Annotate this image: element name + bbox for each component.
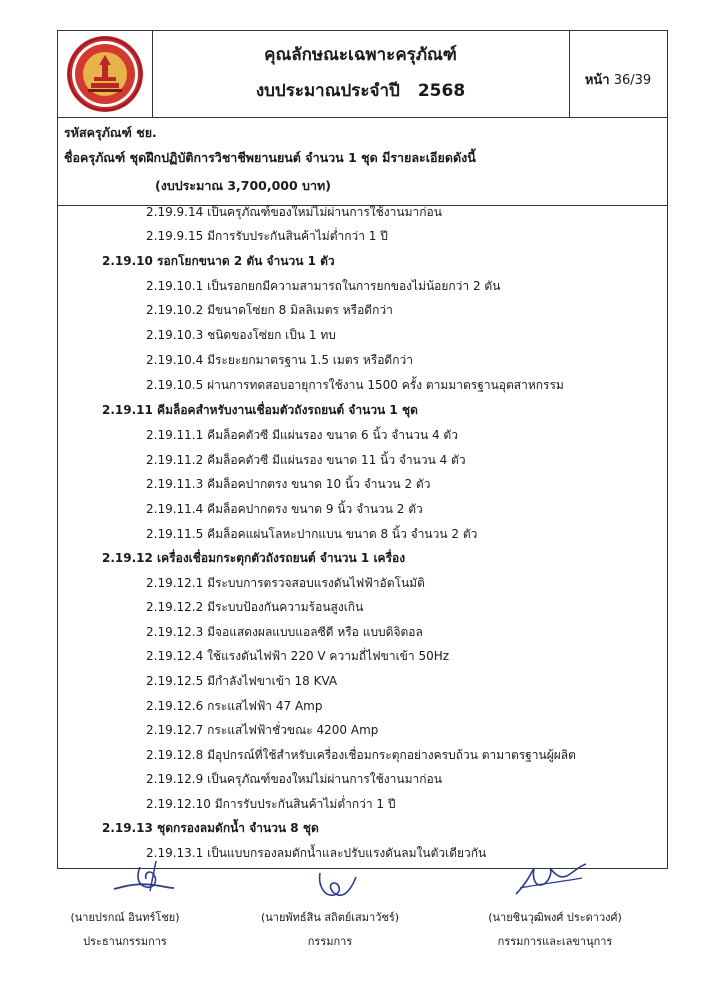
spec-line: 2.19.12.10 มีการรับประกันสินค้าไม่ต่ำกว่า 1 ปี — [146, 797, 396, 811]
item-code: รหัสครุภัณฑ์ ชย. — [64, 125, 157, 140]
spec-line: 2.19.11.2 คีมล็อคตัวซี มีแผ่นรอง ขนาด 11 นิ้ว จำนวน 4 ตัว — [146, 453, 466, 467]
signature-block-chair — [60, 908, 190, 950]
spec-line: 2.19.12.5 มีกำลังไฟขาเข้า 18 KVA — [146, 674, 338, 688]
spec-line: 2.19.12.3 มีจอแสดงผลแบบแอลซีดี หรือ แบบดิจิตอล — [146, 625, 423, 639]
spec-line: 2.19.11.5 คีมล็อคแผ่นโลหะปากแบน ขนาด 8 นิ้ว จำนวน 2 ตัว — [146, 527, 478, 541]
spec-line: 2.19.9.14 เป็นครุภัณฑ์ของใหม่ไม่ผ่านการใช้งานมาก่อน — [146, 205, 442, 219]
spec-line: 2.19.10.3 ชนิดของโซ่ยก เป็น 1 ทบ — [146, 328, 336, 342]
spec-line: 2.19.9.15 มีการรับประกันสินค้าไม่ต่ำกว่า 1 ปี — [146, 229, 388, 243]
spec-line: 2.19.10.1 เป็นรอกยกมีความสามารถในการยกของไม่น้อยกว่า 2 ตัน — [146, 279, 501, 293]
item-name: ชื่อครุภัณฑ์ ชุดฝึกปฏิบัติการวิชาชีพยานยนต์ จำนวน 1 ชุด มีรายละเอียดดังนี้ — [64, 150, 476, 165]
signature-role: กรรมการ — [307, 935, 353, 948]
spec-line: 2.19.12.8 มีอุปกรณ์ที่ใช้สำหรับเครื่องเชื่อมกระตุกอย่างครบถ้วน ตามาตรฐานผู้ผลิต — [146, 748, 576, 762]
page-value: 36/39 — [613, 73, 652, 88]
signature-role: ประธานกรรมการ — [83, 935, 167, 948]
title-cell — [152, 31, 570, 117]
spec-line: 2.19.12.4 ใช้แรงดันไฟฟ้า 220 V ความถี่ไฟขาเข้า 50Hz — [146, 649, 450, 663]
spec-line: 2.19.10.2 มีขนาดโซ่ยก 8 มิลลิเมตร หรือดีกว่า — [146, 303, 393, 317]
spec-section-heading: 2.19.13 ชุดกรองลมดักน้ำ จำนวน 8 ชุด — [102, 821, 319, 835]
spec-line: 2.19.12.2 มีระบบป้องกันความร้อนสูงเกิน — [146, 600, 364, 614]
signature-block-member — [255, 908, 405, 950]
item-budget: (งบประมาณ 3,700,000 บาท) — [155, 178, 331, 193]
page-label: หน้า — [584, 73, 610, 88]
spec-line: 2.19.12.9 เป็นครุภัณฑ์ของใหม่ไม่ผ่านการใช้งานมาก่อน — [146, 772, 442, 786]
budget-year-label: งบประมาณประจำปี — [255, 81, 400, 101]
budget-year-line — [152, 77, 569, 104]
logo-cell — [58, 31, 153, 117]
signature-name: (นายพัทธ์สิน สถิตย์เสมาวัชร์) — [260, 911, 400, 924]
document-title: คุณลักษณะเฉพาะครุภัณฑ์ — [264, 45, 457, 65]
spec-line: 2.19.12.1 มีระบบการตรวจสอบแรงดันไฟฟ้าอัตโนมัติ — [146, 576, 425, 590]
signature-name: (นายปรกณ์ อินทร์โชย) — [70, 911, 180, 924]
signature-name: (นายชินวุฒิพงศ์ ประดาวงศ์) — [488, 911, 622, 924]
signature-role: กรรมการและเลขานุการ — [497, 935, 613, 948]
spec-line: 2.19.12.6 กระแสไฟฟ้า 47 Amp — [146, 699, 323, 713]
spec-line: 2.19.11.1 คีมล็อคตัวซี มีแผ่นรอง ขนาด 6 นิ้ว จำนวน 4 ตัว — [146, 428, 458, 442]
spec-line: 2.19.12.7 กระแสไฟฟ้าชั่วขณะ 4200 Amp — [146, 723, 379, 737]
spec-section-heading: 2.19.12 เครื่องเชื่อมกระตุกตัวถังรถยนต์ จำนวน 1 เครื่อง — [102, 551, 406, 565]
budget-year: 2568 — [417, 81, 466, 101]
vocational-education-commission-logo — [58, 31, 152, 117]
signature-block-secretary — [475, 908, 635, 950]
document-header — [58, 31, 667, 118]
spec-line: 2.19.13.1 เป็นแบบกรองลมดักน้ำและปรับแรงดันลมในตัวเดียวกัน — [146, 846, 487, 860]
spec-line: 2.19.11.4 คีมล็อคปากตรง ขนาด 9 นิ้ว จำนวน 2 ตัว — [146, 502, 423, 516]
document-frame — [57, 30, 668, 869]
signature-mark-secretary — [510, 858, 590, 903]
page-number — [569, 69, 667, 90]
spec-line: 2.19.11.3 คีมล็อคปากตรง ขนาด 10 นิ้ว จำนวน 2 ตัว — [146, 477, 431, 491]
spec-section-heading: 2.19.10 รอกโยกขนาด 2 ตัน จำนวน 1 ตัว — [102, 254, 335, 268]
page-number-cell — [569, 31, 667, 117]
signature-mark-chair — [110, 855, 180, 900]
signature-mark-member — [312, 865, 362, 905]
spec-section-heading: 2.19.11 คีมล็อคสำหรับงานเชื่อมตัวถังรถยนต์ จำนวน 1 ชุด — [102, 403, 418, 417]
spec-line: 2.19.10.4 มีระยะยกมาตรฐาน 1.5 เมตร หรือดีกว่า — [146, 353, 413, 367]
spec-line: 2.19.10.5 ผ่านการทดสอบอายุการใช้งาน 1500 ครั้ง ตามมาตรฐานอุตสาหกรรม — [146, 378, 564, 392]
item-info — [58, 117, 667, 206]
